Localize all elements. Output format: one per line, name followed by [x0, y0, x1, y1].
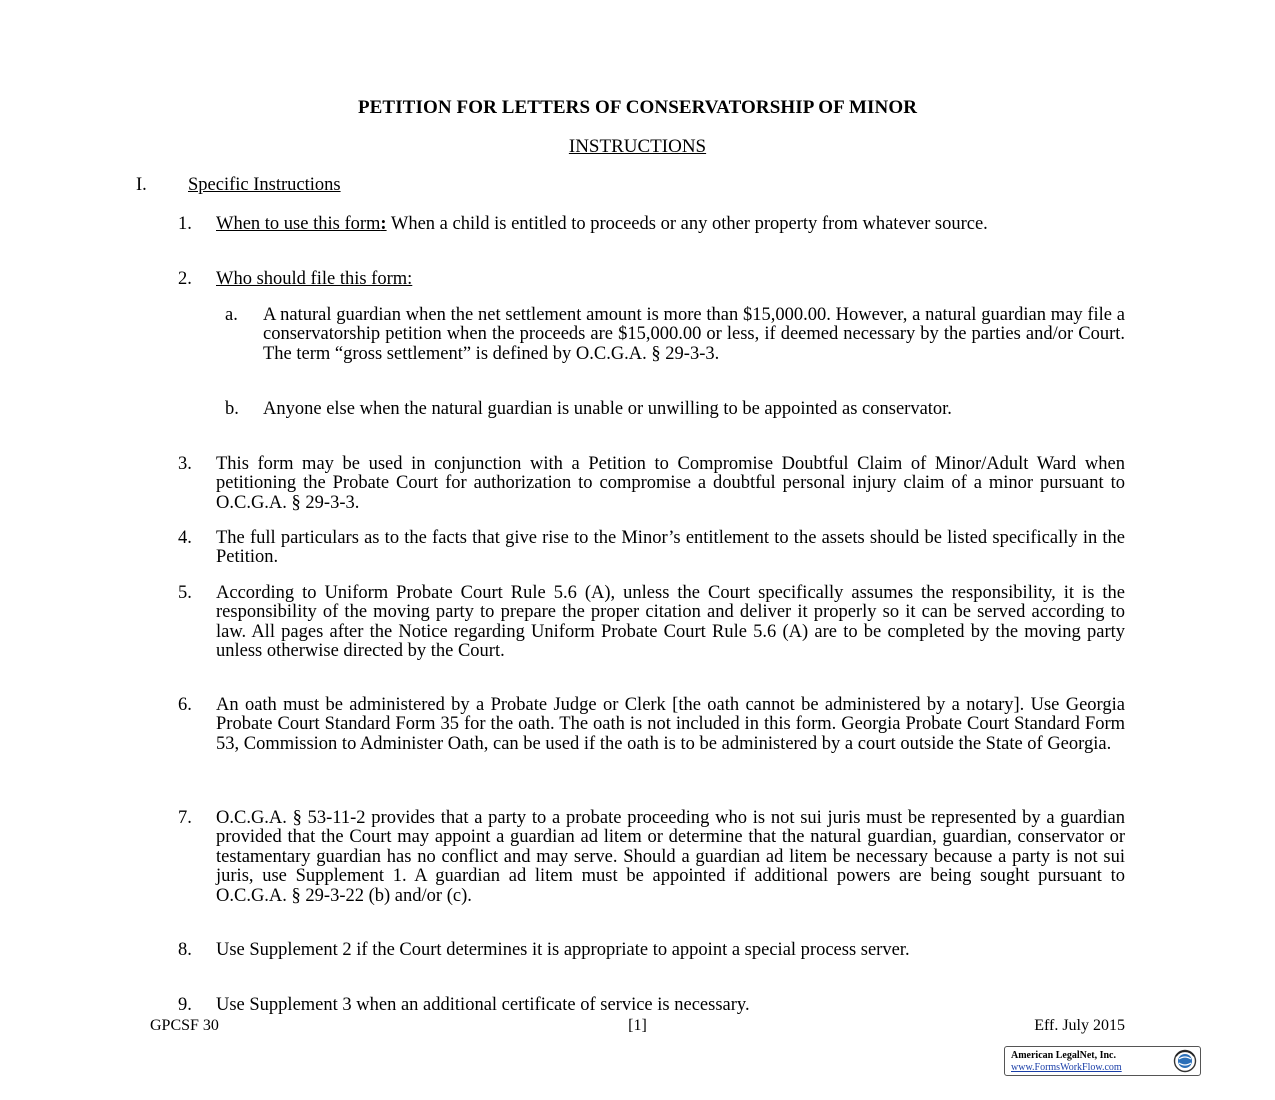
section-title: Specific Instructions	[188, 175, 341, 195]
legalnet-badge[interactable]	[1004, 1046, 1201, 1076]
footer-form-id: GPCSF 30	[150, 1017, 219, 1034]
instruction-item: 8. Use Supplement 2 if the Court determines it is appropriate to appoint a special process server.	[178, 940, 910, 960]
footer-page-number: [1]	[628, 1017, 647, 1034]
instruction-item: 5. According to Uniform Probate Court Rule 5.6 (A), unless the Court specifically assumes the responsibility, it is the responsibility of the moving party to prepare the proper citation and deliver it properly so it can be served according to law. All pages after the Notice regarding Uniform Probate Court Rule 5.6 (A) are to be completed by the moving party unless otherwise directed by the Court.	[178, 583, 1125, 662]
instruction-item: 4. The full particulars as to the facts that give rise to the Minor’s entitlement to the assets should be listed specifically in the Petition.	[178, 528, 1125, 568]
instruction-item: 3. This form may be used in conjunction with a Petition to Compromise Doubtful Claim of Minor/Adult Ward when petitioning the Probate Court for authorization to compromise a doubtful personal injury claim of a minor pursuant to O.C.G.A. § 29-3-3.	[178, 454, 1125, 513]
badge-url-link[interactable]: www.FormsWorkFlow.com	[1011, 1062, 1122, 1073]
instruction-item: 1. When to use this form: When a child is entitled to proceeds or any other property from whatever source.	[178, 214, 988, 234]
document-title: PETITION FOR LETTERS OF CONSERVATORSHIP OF MINOR	[357, 97, 918, 118]
instruction-item: 9. Use Supplement 3 when an additional certificate of service is necessary.	[178, 995, 750, 1015]
instruction-subitem: b. Anyone else when the natural guardian is unable or unwilling to be appointed as conservator.	[225, 399, 952, 419]
instruction-item: 2. Who should file this form:	[178, 269, 413, 289]
section-heading	[136, 175, 341, 196]
footer-effective-date: Eff. July 2015	[1034, 1017, 1125, 1034]
instruction-item: 6. An oath must be administered by a Probate Judge or Clerk [the oath cannot be administered by a notary]. Use Georgia Probate Court Standard Form 35 for the oath. The oath is not included in this form. Georgia Probate Court Standard Form 53, Commission to Administer Oath, can be used if the oath is to be administered by a court outside the State of Georgia.	[178, 695, 1125, 754]
section-number: I.	[136, 175, 147, 195]
instructions-heading: INSTRUCTIONS	[568, 136, 707, 157]
globe-icon	[1173, 1049, 1197, 1073]
instruction-item: 7. O.C.G.A. § 53-11-2 provides that a party to a probate proceeding who is not sui juris must be represented by a guardian provided that the Court may appoint a guardian ad litem or determine that the natural guardian, guardian, conservator or testamentary guardian has no conflict and may serve. Should a guardian ad litem be necessary because a party is not sui juris, use Supplement 1. A guardian ad litem must be appointed if additional powers are being sought pursuant to O.C.G.A. § 29-3-22 (b) and/or (c).	[178, 808, 1125, 906]
instruction-subitem: a. A natural guardian when the net settlement amount is more than $15,000.00. However, a natural guardian may file a conservatorship petition when the proceeds are $15,000.00 or less, if deemed necessary by the parties and/or Court. The term “gross settlement” is defined by O.C.G.A. § 29-3-3.	[225, 305, 1125, 364]
badge-company-name: American LegalNet, Inc.	[1011, 1050, 1116, 1061]
